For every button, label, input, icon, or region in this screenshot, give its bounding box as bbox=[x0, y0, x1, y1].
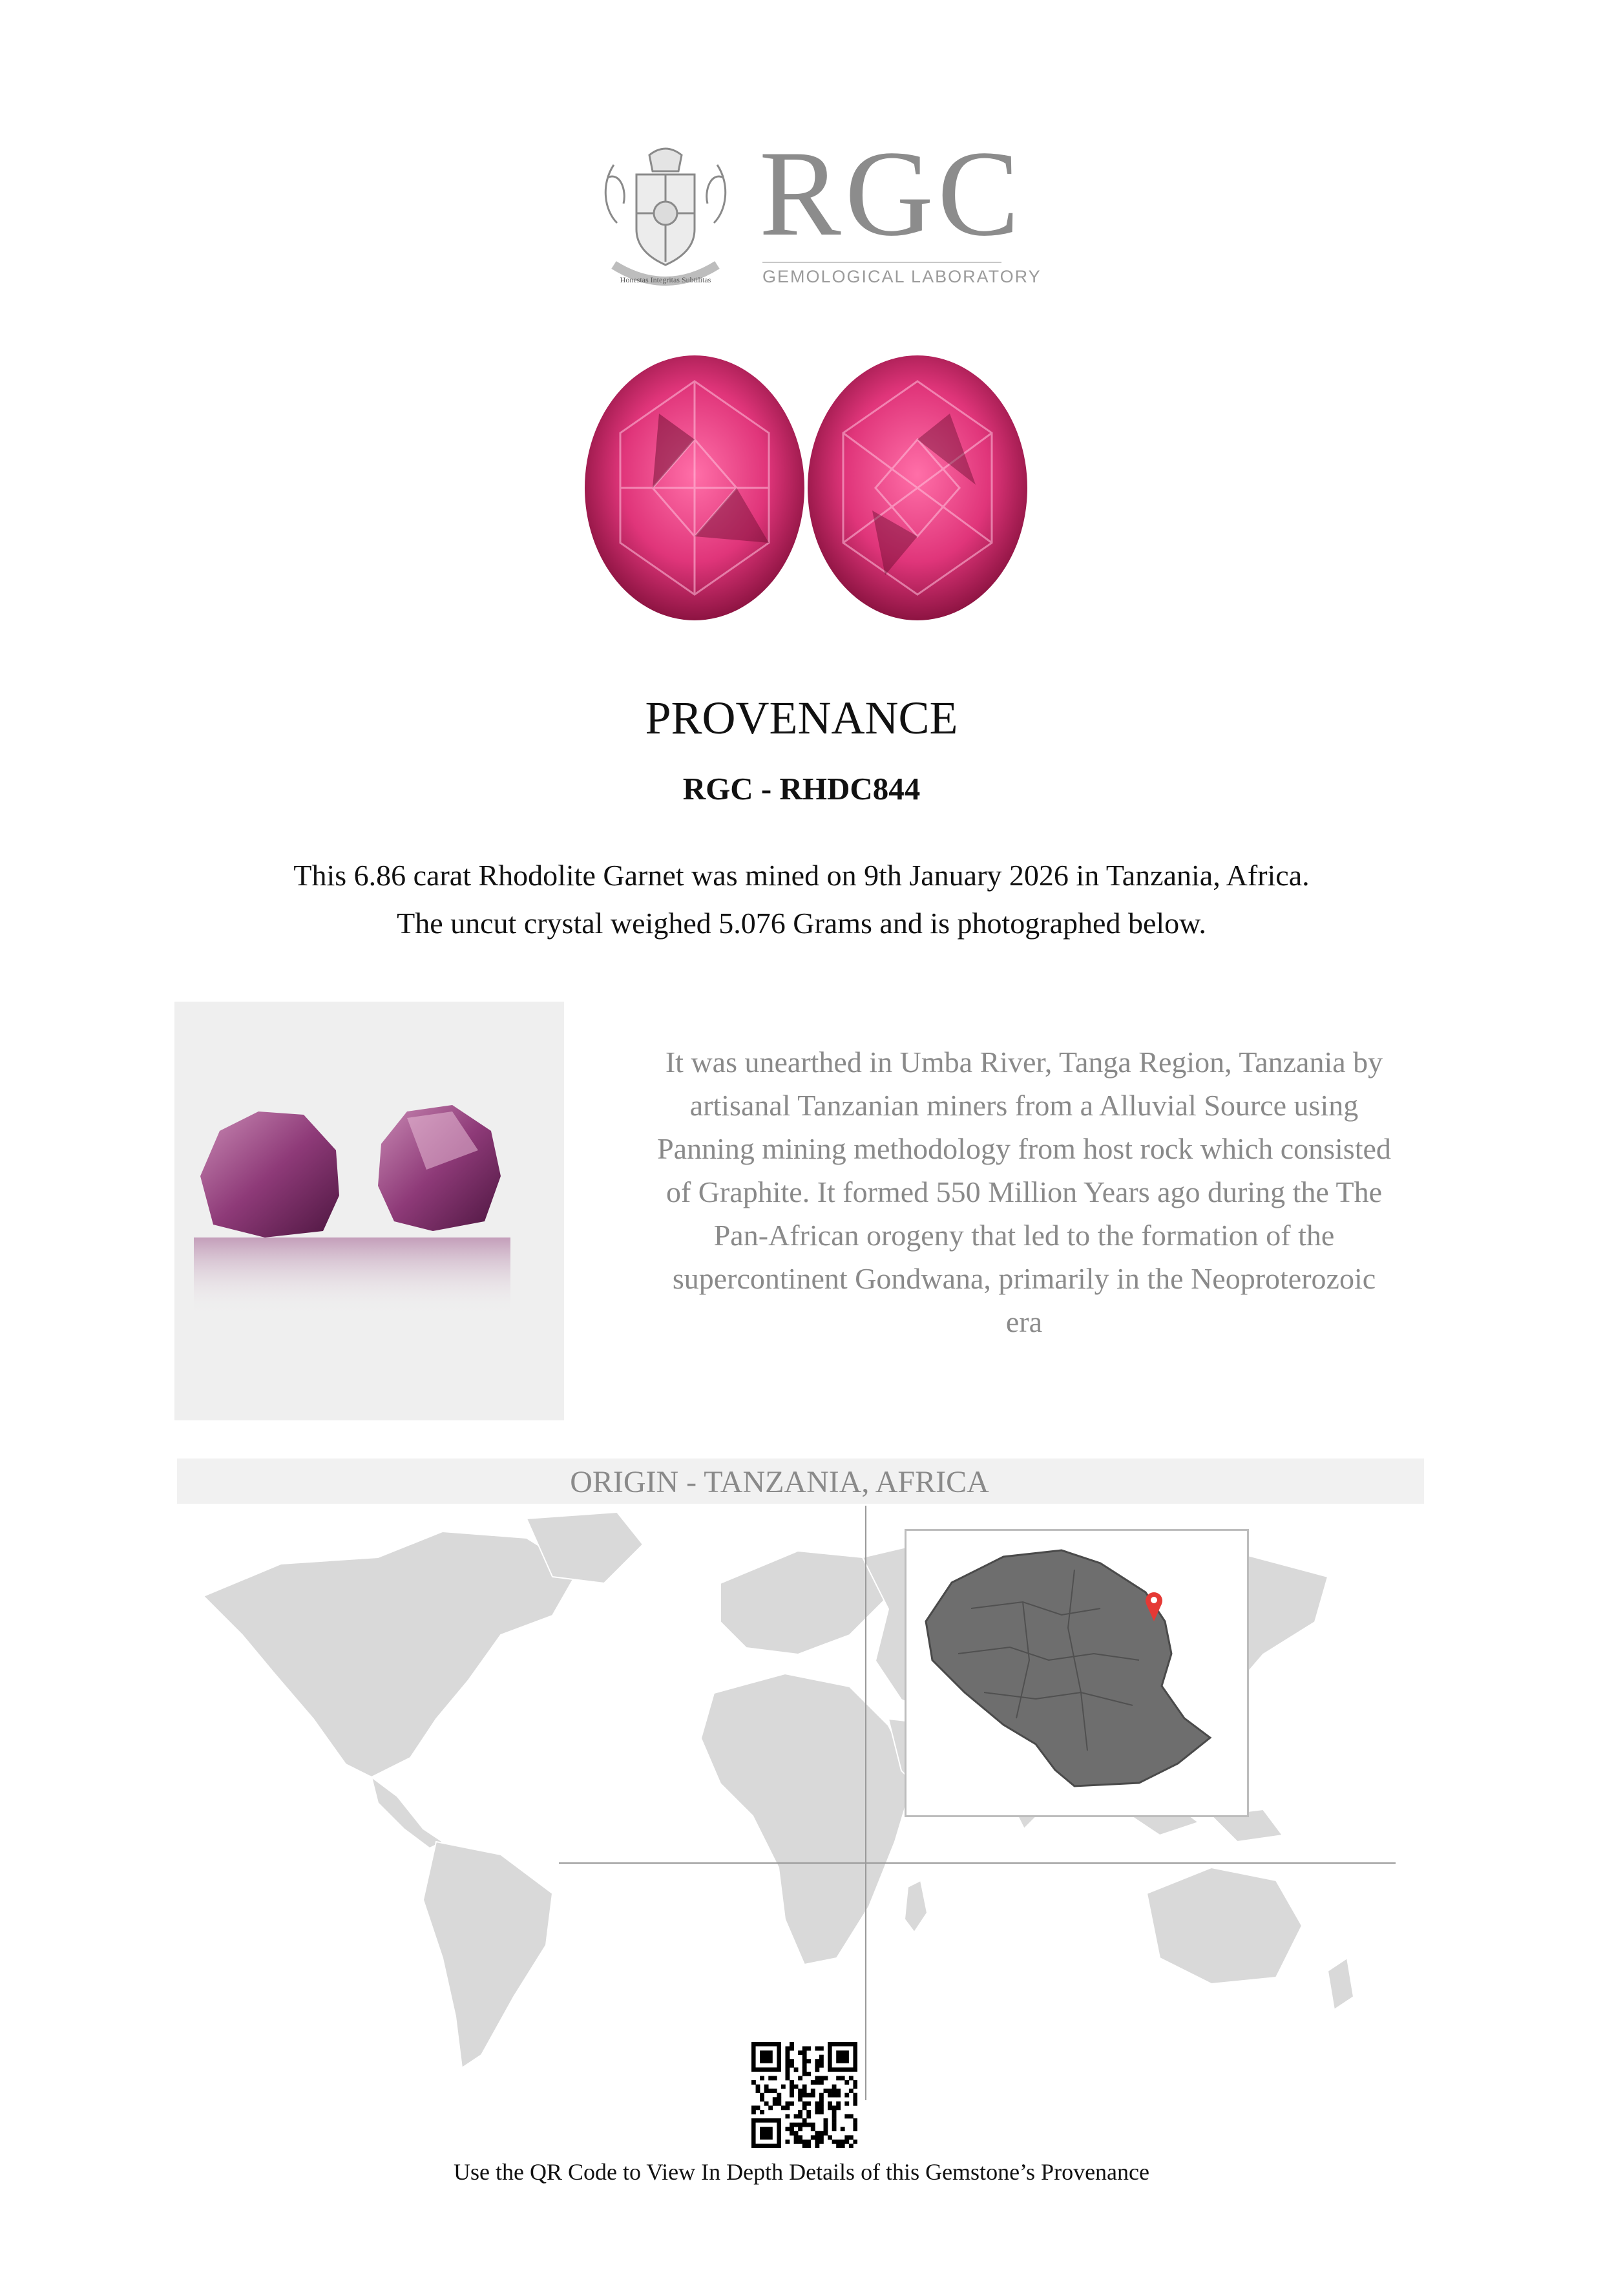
intro-line-2: The uncut crystal weighed 5.076 Grams and is photographed below. bbox=[397, 907, 1206, 940]
logo-divider bbox=[762, 262, 1001, 263]
tanzania-inset-map bbox=[906, 1531, 1247, 1815]
reference-number: RGC - RHDC844 bbox=[682, 771, 921, 806]
qr-caption: Use the QR Code to View In Depth Details of this Gemstone’s Provenance bbox=[454, 2159, 1149, 2185]
svg-text:Honestas Integritas Subtilitas: Honestas Integritas Subtilitas bbox=[620, 275, 711, 284]
crest-icon bbox=[588, 139, 743, 294]
logo-wordmark: RGC bbox=[759, 126, 1023, 262]
origin-label: ORIGIN - TANZANIA, AFRICA bbox=[570, 1465, 989, 1499]
page-title: PROVENANCE bbox=[645, 692, 958, 744]
qr-code-icon[interactable] bbox=[751, 2042, 857, 2148]
provenance-description: It was unearthed in Umba River, Tanga Region, Tanzania by artisanal Tanzanian miners from a Alluvial Source using Panning mining methodology from host rock which consisted of Graphite. It formed 550 Million Years ago during the The Pan-African orogeny that led to the formation of the supercontinent Gondwana, primarily in the Neoproterozoic era bbox=[657, 1046, 1391, 1338]
intro-text bbox=[0, 852, 1603, 947]
intro-line-1: This 6.86 carat Rhodolite Garnet was mined on 9th January 2026 in Tanzania, Africa. bbox=[293, 859, 1310, 892]
rough-crystal-photo bbox=[174, 1002, 564, 1420]
faceted-gem-right bbox=[808, 355, 1027, 620]
logo-subtitle: GEMOLOGICAL LABORATORY bbox=[762, 267, 1042, 286]
gemstone-photo bbox=[562, 342, 1034, 640]
faceted-gem-left bbox=[585, 355, 804, 620]
